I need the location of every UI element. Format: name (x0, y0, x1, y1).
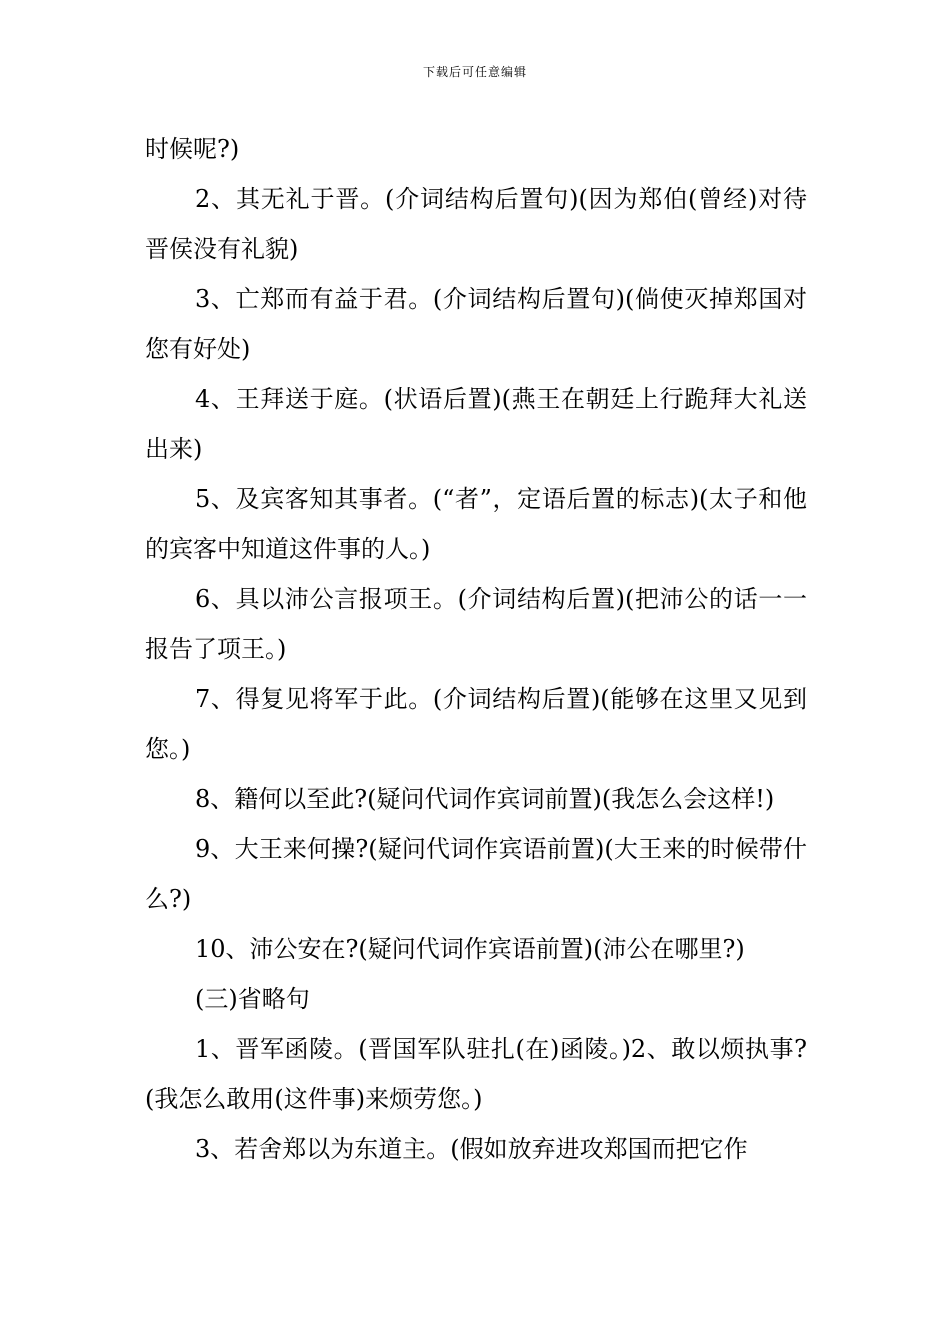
document-body (145, 124, 807, 1174)
paragraph-omission-3: 3、若舍郑以为东道主。(假如放弃进攻郑国而把它作 (195, 1135, 748, 1163)
page-header: 下载后可任意编辑 (422, 65, 527, 79)
paragraph-item-5: 5、及宾客知其事者。(“者”，定语后置的标志)(太子和他的宾客中知道这件事的人。) (145, 485, 807, 563)
paragraph-item-9: 9、大王来何操?(疑问代词作宾语前置)(大王来的时候带什么?) (145, 835, 807, 913)
paragraph-omission-1: 1、晋军函陵。(晋国军队驻扎(在)函陵。)2、敢以烦执事?(我怎么敢用(这件事)来烦劳您。) (145, 1035, 807, 1113)
paragraph-item-2: 2、其无礼于晋。(介词结构后置句)(因为郑伯(曾经)对待晋侯没有礼貌) (145, 185, 807, 263)
section-heading: (三)省略句 (195, 985, 310, 1013)
paragraph-item-3: 3、亡郑而有益于君。(介词结构后置句)(倘使灭掉郑国对您有好处) (145, 285, 807, 363)
paragraph-item-7: 7、得复见将军于此。(介词结构后置)(能够在这里又见到您。) (145, 685, 807, 763)
paragraph-item-6: 6、具以沛公言报项王。(介词结构后置)(把沛公的话一一报告了项王。) (145, 585, 807, 663)
paragraph-item-10: 10、沛公安在?(疑问代词作宾语前置)(沛公在哪里?) (195, 935, 745, 963)
paragraph-continuation: 时候呢?) (145, 135, 240, 163)
paragraph-item-8: 8、籍何以至此?(疑问代词作宾词前置)(我怎么会这样!) (195, 785, 775, 813)
paragraph-item-4: 4、王拜送于庭。(状语后置)(燕王在朝廷上行跪拜大礼送出来) (145, 385, 807, 463)
